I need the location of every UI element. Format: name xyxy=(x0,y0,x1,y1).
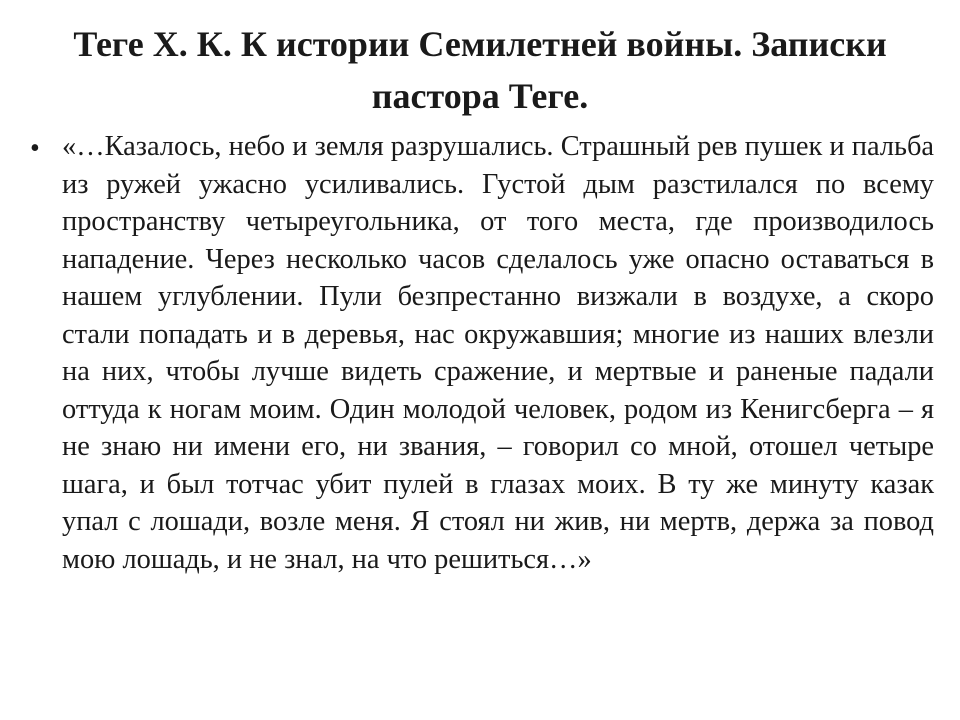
quote-text: «…Казалось, небо и земля разрушались. Страшный рев пушек и пальба из ружей ужасно усиливались. Густой дым разстилался по всему пространству четыреугольника, от того места, где производилось нападение. Через несколько часов сделалось уже опасно оставаться в нашем углублении. Пули безпрестанно визжали в воздухе, а скоро стали попадать и в деревья, нас окружавшия; многие из наших влезли на них, чтобы лучше видеть сражение, и мертвые и раненые падали оттуда к ногам моим. Один молодой человек, родом из Кенигсберга – я не знаю ни имени его, ни звания, – говорил со мной, отошел четыре шага, и был тотчас убит пулей в глазах моих. В ту же минуту казак упал с лошади, возле меня. Я стоял ни жив, ни мертв, держа за повод мою лошадь, и не знал, на что решиться…» xyxy=(62,131,934,575)
bullet-item xyxy=(30,128,934,578)
bullet-list xyxy=(30,128,934,578)
bullet-marker: • xyxy=(30,133,40,164)
slide-title: Теге Х. К. К истории Семилетней войны. Записки пастора Теге. xyxy=(73,24,887,117)
